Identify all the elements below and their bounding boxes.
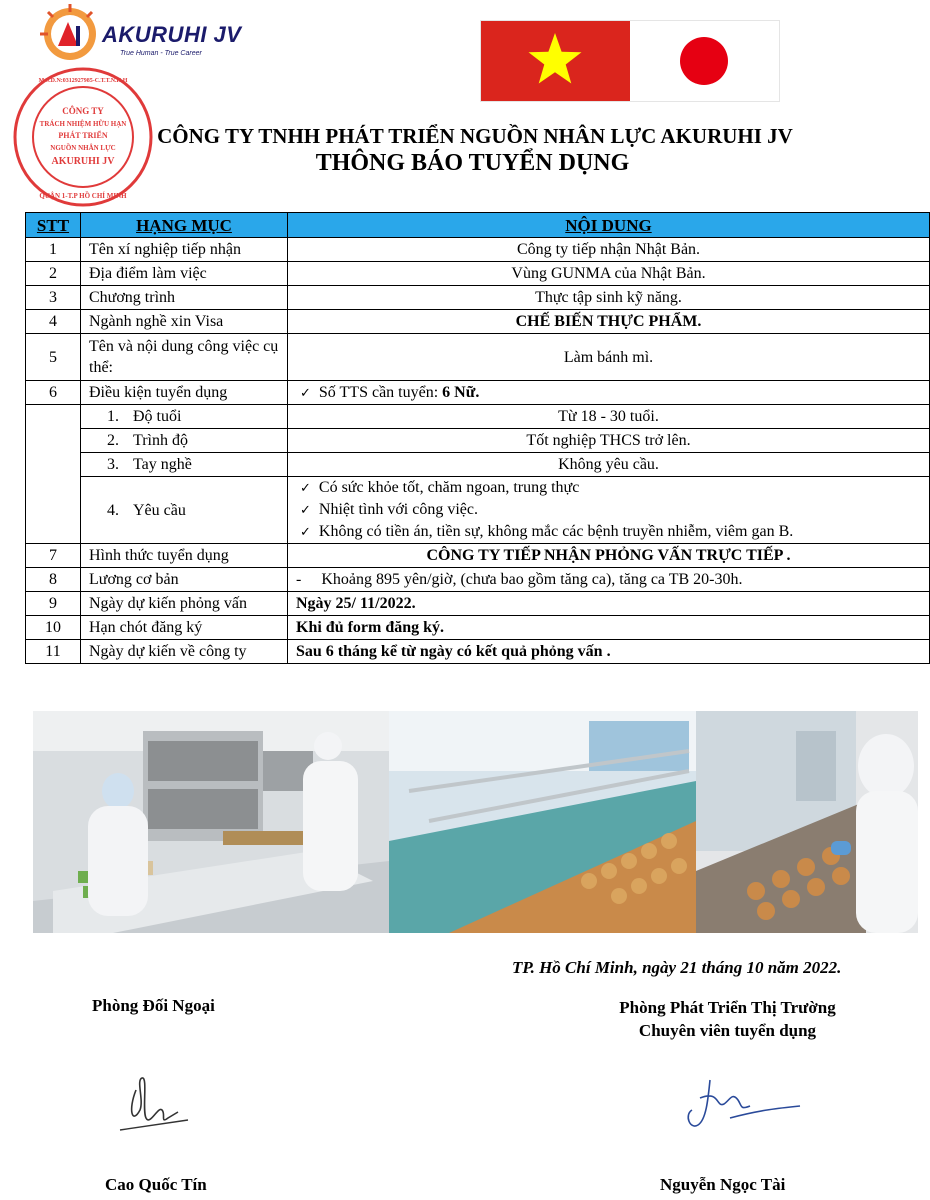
right-department: Phòng Phát Triển Thị Trường Chuyên viên tuyển dụng: [619, 998, 836, 1040]
svg-text:AKURUHI JV: AKURUHI JV: [51, 156, 115, 167]
check-item: ✓ Không có tiền án, tiền sự, không mắc các bệnh truyền nhiễm, viêm gan B.: [296, 521, 921, 543]
svg-text:M.S.D.N:0312927985-C.T.T.N.H.H: M.S.D.N:0312927985-C.T.T.N.H.H: [38, 78, 128, 84]
recruitment-table: [25, 212, 930, 664]
left-department: Phòng Đối Ngoại: [92, 996, 215, 1015]
svg-text:NGUỒN NHÂN LỰC: NGUỒN NHÂN LỰC: [50, 144, 116, 152]
table-row: 5 Tên và nội dung công việc cụ thể: Làm bánh mì.: [26, 334, 930, 381]
company-logo: [38, 2, 268, 64]
table-row: 8 Lương cơ bản - Khoảng 895 yên/giờ, (chưa bao gồm tăng ca), tăng ca TB 20-30h.: [26, 568, 930, 592]
check-item: ✓ Có sức khỏe tốt, chăm ngoan, trung thực: [296, 477, 921, 499]
logo-sun-icon: [38, 2, 108, 64]
check-item: ✓ Nhiệt tình với công việc.: [296, 499, 921, 521]
table-row: 4 Ngành nghề xin Visa CHẾ BIẾN THỰC PHẨM.: [26, 310, 930, 334]
table-row: 7 Hình thức tuyển dụng CÔNG TY TIẾP NHẬN PHỎNG VẤN TRỰC TIẾP .: [26, 544, 930, 568]
table-row: 3 Chương trình Thực tập sinh kỹ năng.: [26, 286, 930, 310]
page-title: THÔNG BÁO TUYỂN DỤNG: [315, 150, 630, 176]
table-row: 1 Tên xí nghiệp tiếp nhận Công ty tiếp nhận Nhật Bản.: [26, 238, 930, 262]
check-item: ✓ Số TTS cần tuyển: 6 Nữ.: [296, 382, 921, 404]
left-signer-name: Cao Quốc Tín: [105, 1175, 207, 1194]
svg-text:CÔNG TY: CÔNG TY: [62, 106, 104, 116]
table-row: 6 Điều kiện tuyển dụng ✓ Số TTS cần tuyển: 6 Nữ.: [26, 381, 930, 405]
bakery-photo: [33, 711, 389, 933]
logo-name: AKURUHI JV: [102, 22, 242, 47]
table-header-row: [26, 213, 930, 238]
inspection-photo: [696, 711, 918, 933]
col-stt: STT: [26, 213, 81, 238]
issue-date: TP. Hồ Chí Minh, ngày 21 tháng 10 năm 2022.: [512, 958, 842, 977]
table-sub-row: 1. Độ tuổi Từ 18 - 30 tuổi.: [26, 405, 930, 429]
company-name: CÔNG TY TNHH PHÁT TRIỂN NGUỒN NHÂN LỰC AKURUHI JV: [157, 124, 793, 148]
logo-tagline: True Human - True Career: [120, 50, 202, 57]
flags: [480, 20, 780, 102]
svg-text:PHÁT TRIỂN: PHÁT TRIỂN: [58, 131, 108, 140]
table-row: 10 Hạn chót đăng ký Khi đủ form đăng ký.: [26, 616, 930, 640]
svg-text:TRÁCH NHIỆM HỮU HẠN: TRÁCH NHIỆM HỮU HẠN: [39, 120, 127, 128]
table-row: 9 Ngày dự kiến phỏng vấn Ngày 25/ 11/2022.: [26, 592, 930, 616]
signature-left: [118, 1070, 198, 1145]
svg-text:QUẬN 1-T.P HỒ CHÍ MINH: QUẬN 1-T.P HỒ CHÍ MINH: [39, 192, 127, 200]
col-content: NỘI DUNG: [288, 213, 930, 238]
japan-sun-icon: [680, 37, 728, 85]
table-sub-row: 2. Trình độ Tốt nghiệp THCS trở lên.: [26, 429, 930, 453]
col-category: HẠNG MỤC: [81, 213, 288, 238]
right-signer-name: Nguyễn Ngọc Tài: [660, 1175, 786, 1194]
table-sub-row: 3. Tay nghề Không yêu cầu.: [26, 453, 930, 477]
factory-photo: [389, 711, 696, 933]
table-row: 2 Địa điểm làm việc Vùng GUNMA của Nhật Bản.: [26, 262, 930, 286]
table-sub-row: 4. Yêu cầu ✓ Có sức khỏe tốt, chăm ngoan, trung thực ✓ Nhiệt tình với công việc. ✓ Không có tiền án, tiền sự, không mắc các bệnh truyền nhiễm, viêm gan B.: [26, 477, 930, 544]
signature-right: [680, 1070, 810, 1145]
table-row: 11 Ngày dự kiến về công ty Sau 6 tháng kể từ ngày có kết quả phỏng vấn .: [26, 640, 930, 664]
